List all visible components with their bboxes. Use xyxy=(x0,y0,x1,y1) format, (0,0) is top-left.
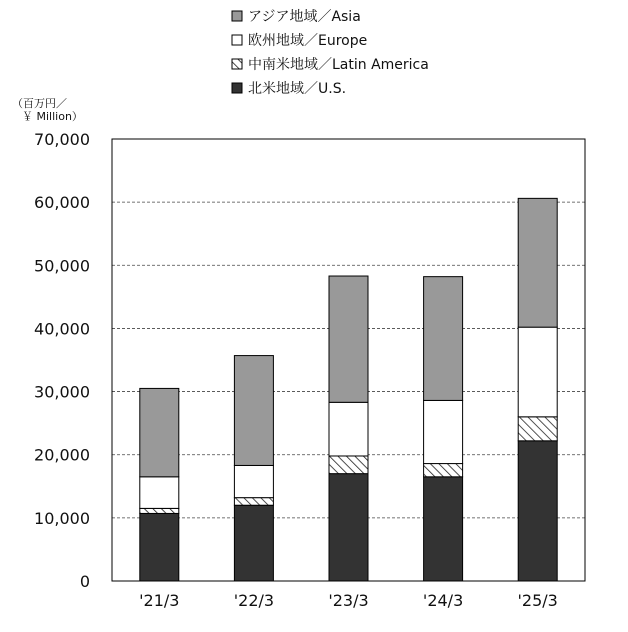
y-tick-label: 60,000 xyxy=(34,193,90,213)
x-tick-label: '21/3 xyxy=(139,591,180,610)
bar-segment-us xyxy=(140,513,179,581)
y-axis-ticks xyxy=(34,130,90,591)
y-tick-label: 20,000 xyxy=(34,445,90,465)
bar-segment-asia xyxy=(329,276,368,402)
bar-segment-europe xyxy=(234,465,273,497)
legend-label-latam: 中南米地域／Latin America xyxy=(248,57,429,73)
bar-segment-latam xyxy=(424,464,463,477)
y-tick-label: 0 xyxy=(79,572,90,591)
y-tick-label: 70,000 xyxy=(34,130,90,149)
legend-label-europe: 欧州地域／Europe xyxy=(248,33,368,49)
y-unit-label-line2: ￥ Million） xyxy=(22,110,83,123)
bar-segment-latam xyxy=(140,508,179,513)
bar-segment-us xyxy=(518,441,557,581)
legend-swatch-europe xyxy=(232,35,242,45)
bar-segment-us xyxy=(329,474,368,581)
x-tick-label: '25/3 xyxy=(517,591,558,610)
bar-segment-latam xyxy=(329,456,368,474)
bar-segment-europe xyxy=(424,400,463,463)
y-tick-label: 40,000 xyxy=(34,319,90,339)
bar-segment-asia xyxy=(424,277,463,401)
legend-swatch-asia xyxy=(232,11,242,21)
x-tick-label: '22/3 xyxy=(233,591,275,610)
bars xyxy=(140,198,557,581)
bar-segment-europe xyxy=(518,327,557,417)
legend xyxy=(232,8,429,97)
bar-segment-latam xyxy=(234,498,273,506)
bar-segment-asia xyxy=(234,356,273,466)
y-unit-label-line1: （百万円／ xyxy=(12,97,67,110)
legend-label-asia: アジア地域／Asia xyxy=(248,9,361,25)
x-tick-label: '24/3 xyxy=(422,591,464,610)
bar-segment-asia xyxy=(140,388,179,476)
y-tick-label: 30,000 xyxy=(34,382,90,402)
bar-segment-us xyxy=(424,477,463,581)
x-tick-label: '23/3 xyxy=(328,591,369,610)
bar-segment-asia xyxy=(518,198,557,327)
bar-segment-us xyxy=(234,505,273,581)
legend-swatch-latam xyxy=(232,59,242,69)
legend-label-us: 北米地域／U.S. xyxy=(248,81,347,97)
y-tick-label: 10,000 xyxy=(34,508,90,528)
bar-segment-europe xyxy=(140,477,179,509)
bar-segment-europe xyxy=(329,402,368,456)
bar-segment-latam xyxy=(518,417,557,441)
legend-swatch-us xyxy=(232,83,242,93)
y-tick-label: 50,000 xyxy=(34,256,90,276)
x-axis-ticks xyxy=(139,591,558,610)
